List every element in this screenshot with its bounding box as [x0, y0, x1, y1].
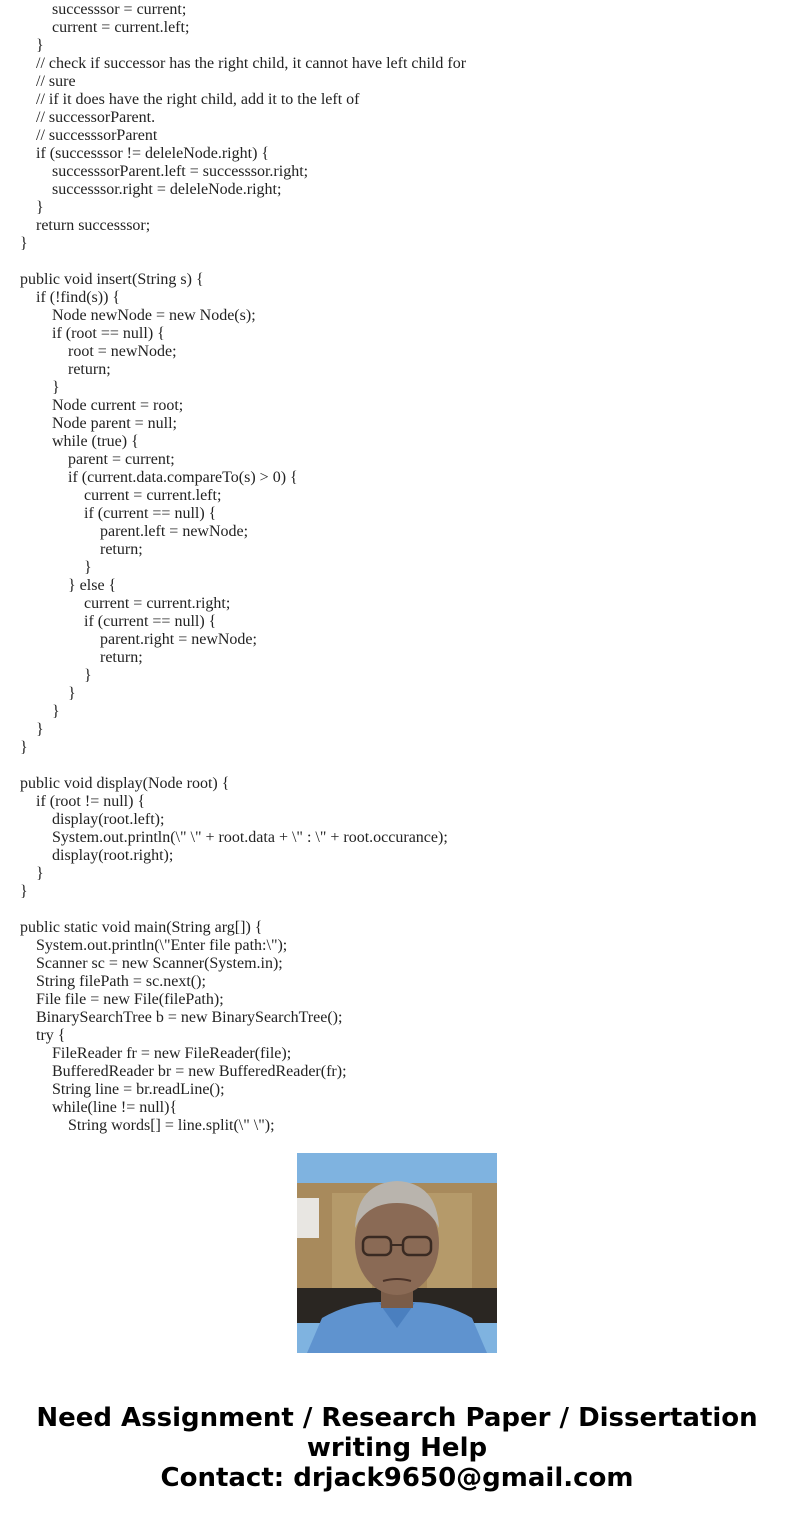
code-line: BufferedReader br = new BufferedReader(fr);	[52, 1063, 347, 1080]
code-line: // if it does have the right child, add it to the left of	[36, 91, 360, 108]
code-line: return;	[100, 541, 143, 558]
code-line: String line = br.readLine();	[52, 1081, 225, 1098]
code-line: parent.left = newNode;	[100, 523, 249, 540]
code-line: Node newNode = new Node(s);	[52, 307, 256, 324]
code-line: parent = current;	[68, 451, 175, 468]
code-line: }	[36, 721, 44, 738]
code-line: if (current == null) {	[84, 613, 217, 630]
code-line: // check if successor has the right child, it cannot have left child for	[36, 55, 467, 72]
code-line: }	[36, 199, 44, 216]
code-line: public static void main(String arg[]) {	[20, 919, 263, 936]
code-line: display(root.right);	[52, 847, 174, 864]
promo-line-1: Need Assignment / Research Paper / Dissertation	[36, 1403, 758, 1433]
code-snippet	[20, 1, 780, 1134]
code-line: String filePath = sc.next();	[36, 973, 206, 990]
portrait-icon	[297, 1153, 497, 1353]
code-line: System.out.println(\" \" + root.data + \" : \" + root.occurance);	[52, 829, 448, 846]
code-line: // sure	[36, 73, 76, 90]
code-line: } else {	[68, 577, 117, 594]
code-line: System.out.println(\"Enter file path:\");	[36, 937, 288, 954]
code-line: return successsor;	[36, 217, 151, 234]
code-line: String words[] = line.split(\" \");	[68, 1117, 275, 1134]
code-line: }	[68, 685, 76, 702]
code-line: BinarySearchTree b = new BinarySearchTree();	[36, 1009, 343, 1026]
code-line: current = current.right;	[84, 595, 231, 612]
code-line: display(root.left);	[52, 811, 165, 828]
code-line: if (current.data.compareTo(s) > 0) {	[68, 469, 298, 486]
contact-email: Contact: drjack9650@gmail.com	[160, 1463, 634, 1493]
code-line: root = newNode;	[68, 343, 177, 360]
code-line: Scanner sc = new Scanner(System.in);	[36, 955, 283, 972]
code-line: }	[20, 883, 28, 900]
code-line: }	[20, 235, 28, 252]
code-line: successsor.right = deleleNode.right;	[52, 181, 282, 198]
code-line: }	[36, 865, 44, 882]
code-line: }	[52, 379, 60, 396]
code-line: if (root == null) {	[52, 325, 165, 342]
code-line: if (current == null) {	[84, 505, 217, 522]
code-line: parent.right = newNode;	[100, 631, 257, 648]
promo-footer	[0, 1403, 794, 1493]
code-line: Node parent = null;	[52, 415, 177, 432]
code-line: }	[20, 739, 28, 756]
code-line: }	[84, 667, 92, 684]
code-line: return;	[100, 649, 143, 666]
code-line: Node current = root;	[52, 397, 184, 414]
code-line: current = current.left;	[84, 487, 222, 504]
code-line: successsorParent.left = successsor.right;	[52, 163, 309, 180]
code-line	[20, 253, 780, 271]
code-line: successsor = current;	[52, 1, 187, 18]
author-avatar	[297, 1153, 497, 1353]
code-line: if (successsor != deleleNode.right) {	[36, 145, 270, 162]
code-line	[20, 901, 780, 919]
code-line: if (root != null) {	[36, 793, 146, 810]
code-line: while (true) {	[52, 433, 139, 450]
code-line: public void display(Node root) {	[20, 775, 230, 792]
code-line: FileReader fr = new FileReader(file);	[52, 1045, 292, 1062]
code-line: }	[36, 37, 44, 54]
code-line: if (!find(s)) {	[36, 289, 121, 306]
code-line: }	[52, 703, 60, 720]
code-line: File file = new File(filePath);	[36, 991, 224, 1008]
promo-line-2: writing Help	[306, 1433, 488, 1463]
code-line	[20, 757, 780, 775]
code-line: }	[84, 559, 92, 576]
code-line: public void insert(String s) {	[20, 271, 204, 288]
code-line: current = current.left;	[52, 19, 190, 36]
code-line: return;	[68, 361, 111, 378]
code-line: try {	[36, 1027, 66, 1044]
code-line: while(line != null){	[52, 1099, 178, 1116]
code-line: // successsorParent	[36, 127, 158, 144]
code-line: // successorParent.	[36, 109, 156, 126]
